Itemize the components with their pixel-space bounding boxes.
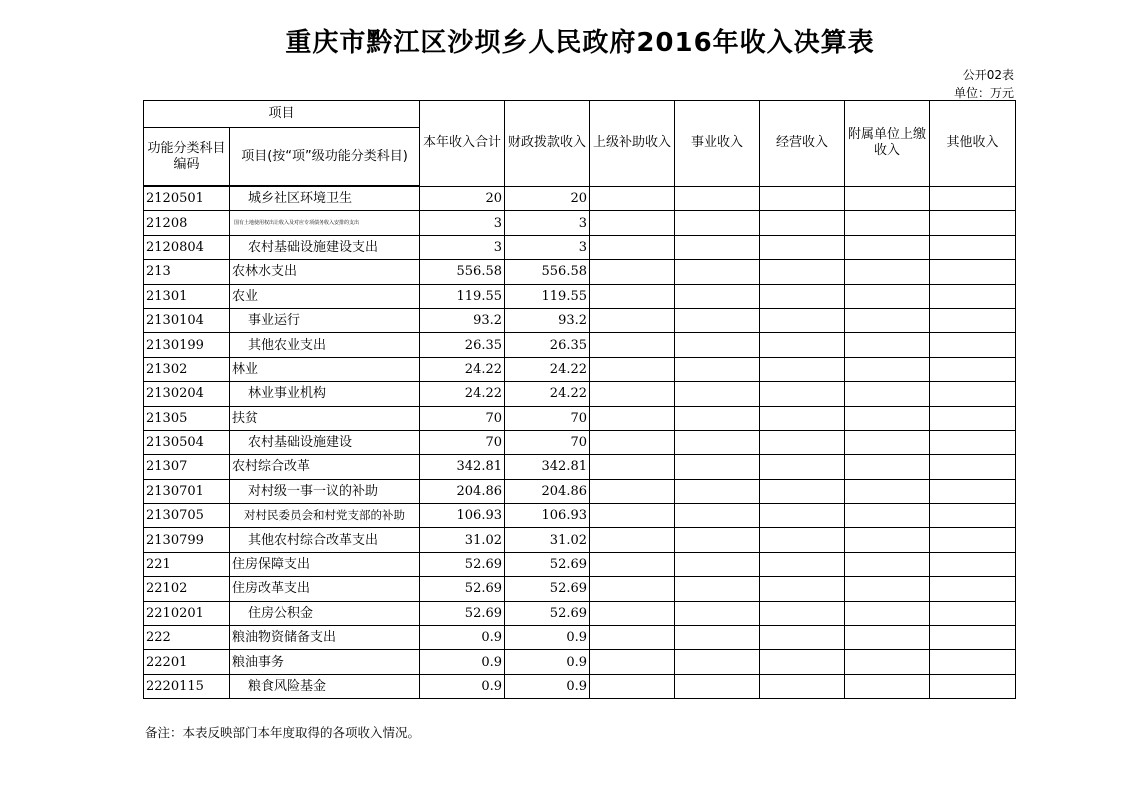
cell-fiscal: 0.9: [505, 626, 590, 650]
cell-superior: [590, 308, 675, 332]
cell-fiscal: 52.69: [505, 552, 590, 576]
table-row: [144, 455, 1016, 479]
cell-affiliated: [845, 504, 930, 528]
cell-superior: [590, 479, 675, 503]
cell-total: 52.69: [420, 552, 505, 576]
cell-superior: [590, 430, 675, 454]
cell-code: 2130799: [144, 528, 230, 552]
cell-affiliated: [845, 674, 930, 698]
cell-other: [930, 479, 1016, 503]
cell-name: 粮油事务: [230, 650, 420, 674]
cell-fiscal: 52.69: [505, 577, 590, 601]
cell-business: [675, 528, 760, 552]
table-row: [144, 504, 1016, 528]
cell-affiliated: [845, 260, 930, 284]
cell-operating: [760, 479, 845, 503]
cell-fiscal: 106.93: [505, 504, 590, 528]
cell-superior: [590, 382, 675, 406]
cell-superior: [590, 650, 675, 674]
table-row: [144, 260, 1016, 284]
cell-code: 21302: [144, 357, 230, 381]
cell-name: 农林水支出: [230, 260, 420, 284]
cell-code: 22102: [144, 577, 230, 601]
table-row: [144, 186, 1016, 211]
cell-affiliated: [845, 577, 930, 601]
table-row: [144, 308, 1016, 332]
cell-name: 住房保障支出: [230, 552, 420, 576]
cell-fiscal: 0.9: [505, 674, 590, 698]
cell-code: 2130504: [144, 430, 230, 454]
cell-superior: [590, 333, 675, 357]
cell-affiliated: [845, 528, 930, 552]
cell-business: [675, 430, 760, 454]
cell-other: [930, 674, 1016, 698]
unit-label: 单位：万元: [953, 86, 1014, 100]
cell-code: 2130701: [144, 479, 230, 503]
cell-name: 农村基础设施建设支出: [230, 235, 420, 259]
cell-superior: [590, 235, 675, 259]
cell-code: 22201: [144, 650, 230, 674]
cell-other: [930, 406, 1016, 430]
table-row: [144, 674, 1016, 698]
cell-other: [930, 382, 1016, 406]
cell-name: 国有土地使用权出让收入及对应专项债务收入安排的支出: [230, 211, 420, 235]
cell-fiscal: 31.02: [505, 528, 590, 552]
cell-superior: [590, 601, 675, 625]
cell-name: 扶贫: [230, 406, 420, 430]
cell-operating: [760, 577, 845, 601]
table-row: [144, 406, 1016, 430]
table-row: [144, 528, 1016, 552]
cell-total: 52.69: [420, 577, 505, 601]
cell-operating: [760, 528, 845, 552]
cell-name: 农村综合改革: [230, 455, 420, 479]
cell-business: [675, 260, 760, 284]
cell-code: 2130705: [144, 504, 230, 528]
cell-total: 26.35: [420, 333, 505, 357]
cell-affiliated: [845, 626, 930, 650]
cell-business: [675, 577, 760, 601]
cell-other: [930, 504, 1016, 528]
cell-code: 222: [144, 626, 230, 650]
cell-other: [930, 626, 1016, 650]
cell-fiscal: 204.86: [505, 479, 590, 503]
table-row: [144, 430, 1016, 454]
cell-superior: [590, 504, 675, 528]
cell-name: 其他农村综合改革支出: [230, 528, 420, 552]
cell-fiscal: 24.22: [505, 357, 590, 381]
cell-name: 其他农业支出: [230, 333, 420, 357]
cell-code: 2210201: [144, 601, 230, 625]
cell-name: 城乡社区环境卫生: [230, 186, 420, 211]
cell-business: [675, 504, 760, 528]
cell-total: 20: [420, 186, 505, 211]
cell-total: 52.69: [420, 601, 505, 625]
cell-operating: [760, 430, 845, 454]
cell-total: 0.9: [420, 674, 505, 698]
cell-business: [675, 455, 760, 479]
cell-code: 213: [144, 260, 230, 284]
cell-affiliated: [845, 382, 930, 406]
table-row: [144, 650, 1016, 674]
cell-business: [675, 479, 760, 503]
cell-name: 农村基础设施建设: [230, 430, 420, 454]
cell-code: 21305: [144, 406, 230, 430]
header-total: 本年收入合计: [420, 101, 505, 187]
cell-other: [930, 430, 1016, 454]
cell-total: 204.86: [420, 479, 505, 503]
cell-code: 2220115: [144, 674, 230, 698]
cell-affiliated: [845, 552, 930, 576]
cell-operating: [760, 552, 845, 576]
cell-superior: [590, 186, 675, 211]
cell-fiscal: 26.35: [505, 333, 590, 357]
cell-affiliated: [845, 186, 930, 211]
cell-fiscal: 24.22: [505, 382, 590, 406]
cell-business: [675, 235, 760, 259]
cell-business: [675, 186, 760, 211]
cell-operating: [760, 626, 845, 650]
cell-total: 70: [420, 406, 505, 430]
cell-operating: [760, 504, 845, 528]
cell-affiliated: [845, 235, 930, 259]
cell-business: [675, 552, 760, 576]
cell-fiscal: 119.55: [505, 284, 590, 308]
cell-affiliated: [845, 406, 930, 430]
cell-other: [930, 235, 1016, 259]
cell-fiscal: 52.69: [505, 601, 590, 625]
cell-affiliated: [845, 650, 930, 674]
cell-superior: [590, 674, 675, 698]
header-fiscal: 财政拨款收入: [505, 101, 590, 187]
cell-total: 93.2: [420, 308, 505, 332]
header-operating: 经营收入: [760, 101, 845, 187]
cell-other: [930, 528, 1016, 552]
cell-total: 0.9: [420, 650, 505, 674]
cell-name: 农业: [230, 284, 420, 308]
cell-fiscal: 3: [505, 235, 590, 259]
cell-code: 2130199: [144, 333, 230, 357]
cell-code: 2130104: [144, 308, 230, 332]
page-title: 重庆市黔江区沙坝乡人民政府2016年收入决算表: [285, 28, 875, 58]
cell-total: 342.81: [420, 455, 505, 479]
cell-total: 556.58: [420, 260, 505, 284]
cell-other: [930, 650, 1016, 674]
cell-affiliated: [845, 333, 930, 357]
cell-total: 24.22: [420, 382, 505, 406]
cell-superior: [590, 552, 675, 576]
cell-name: 粮油物资储备支出: [230, 626, 420, 650]
cell-business: [675, 601, 760, 625]
cell-superior: [590, 455, 675, 479]
cell-affiliated: [845, 430, 930, 454]
cell-operating: [760, 333, 845, 357]
cell-operating: [760, 382, 845, 406]
header-other: 其他收入: [930, 101, 1016, 187]
cell-name: 对村级一事一议的补助: [230, 479, 420, 503]
cell-business: [675, 406, 760, 430]
cell-superior: [590, 528, 675, 552]
cell-superior: [590, 626, 675, 650]
cell-other: [930, 260, 1016, 284]
cell-other: [930, 211, 1016, 235]
cell-total: 24.22: [420, 357, 505, 381]
cell-operating: [760, 308, 845, 332]
cell-total: 0.9: [420, 626, 505, 650]
table-row: [144, 577, 1016, 601]
cell-other: [930, 357, 1016, 381]
cell-superior: [590, 211, 675, 235]
cell-total: 31.02: [420, 528, 505, 552]
cell-code: 2130204: [144, 382, 230, 406]
cell-affiliated: [845, 284, 930, 308]
cell-affiliated: [845, 455, 930, 479]
cell-code: 21307: [144, 455, 230, 479]
cell-operating: [760, 235, 845, 259]
table-row: [144, 333, 1016, 357]
table-row: [144, 357, 1016, 381]
table-row: [144, 284, 1016, 308]
cell-superior: [590, 357, 675, 381]
cell-operating: [760, 406, 845, 430]
cell-fiscal: 0.9: [505, 650, 590, 674]
cell-total: 70: [420, 430, 505, 454]
cell-affiliated: [845, 479, 930, 503]
cell-other: [930, 308, 1016, 332]
cell-code: 21301: [144, 284, 230, 308]
form-number: 公开02表: [962, 68, 1014, 82]
header-project-name: 项目(按“项”级功能分类科目): [230, 128, 420, 187]
cell-fiscal: 556.58: [505, 260, 590, 284]
cell-operating: [760, 674, 845, 698]
cell-superior: [590, 406, 675, 430]
cell-fiscal: 20: [505, 186, 590, 211]
cell-business: [675, 626, 760, 650]
cell-business: [675, 382, 760, 406]
cell-affiliated: [845, 357, 930, 381]
cell-affiliated: [845, 308, 930, 332]
income-table: [143, 100, 1016, 699]
cell-fiscal: 70: [505, 430, 590, 454]
cell-affiliated: [845, 601, 930, 625]
cell-operating: [760, 601, 845, 625]
cell-code: 2120804: [144, 235, 230, 259]
cell-operating: [760, 211, 845, 235]
header-func-code: 功能分类科目编码: [144, 128, 230, 187]
table-row: [144, 382, 1016, 406]
cell-business: [675, 284, 760, 308]
cell-other: [930, 552, 1016, 576]
cell-name: 林业: [230, 357, 420, 381]
footnote: 备注：本表反映部门本年度取得的各项收入情况。: [145, 725, 421, 740]
table-row: [144, 601, 1016, 625]
cell-operating: [760, 260, 845, 284]
cell-other: [930, 284, 1016, 308]
cell-fiscal: 70: [505, 406, 590, 430]
cell-code: 221: [144, 552, 230, 576]
table-row: [144, 479, 1016, 503]
cell-business: [675, 211, 760, 235]
header-project: 项目: [144, 101, 420, 128]
cell-name: 事业运行: [230, 308, 420, 332]
table-row: [144, 552, 1016, 576]
table-row: [144, 626, 1016, 650]
cell-total: 3: [420, 211, 505, 235]
cell-name: 对村民委员会和村党支部的补助: [230, 504, 420, 528]
cell-operating: [760, 357, 845, 381]
cell-other: [930, 577, 1016, 601]
cell-superior: [590, 260, 675, 284]
cell-total: 3: [420, 235, 505, 259]
cell-name: 住房公积金: [230, 601, 420, 625]
cell-business: [675, 650, 760, 674]
cell-affiliated: [845, 211, 930, 235]
cell-name: 粮食风险基金: [230, 674, 420, 698]
cell-business: [675, 674, 760, 698]
cell-code: 21208: [144, 211, 230, 235]
cell-total: 119.55: [420, 284, 505, 308]
table-row: [144, 211, 1016, 235]
cell-other: [930, 455, 1016, 479]
cell-name: 林业事业机构: [230, 382, 420, 406]
cell-name: 住房改革支出: [230, 577, 420, 601]
cell-operating: [760, 284, 845, 308]
cell-operating: [760, 650, 845, 674]
table-body: [144, 186, 1016, 699]
cell-business: [675, 308, 760, 332]
cell-other: [930, 186, 1016, 211]
cell-fiscal: 3: [505, 211, 590, 235]
cell-operating: [760, 455, 845, 479]
cell-superior: [590, 577, 675, 601]
cell-code: 2120501: [144, 186, 230, 211]
cell-fiscal: 342.81: [505, 455, 590, 479]
cell-total: 106.93: [420, 504, 505, 528]
cell-other: [930, 333, 1016, 357]
cell-fiscal: 93.2: [505, 308, 590, 332]
cell-business: [675, 357, 760, 381]
header-affiliated: 附属单位上缴收入: [845, 101, 930, 187]
cell-business: [675, 333, 760, 357]
cell-superior: [590, 284, 675, 308]
header-superior: 上级补助收入: [590, 101, 675, 187]
header-business: 事业收入: [675, 101, 760, 187]
cell-operating: [760, 186, 845, 211]
cell-other: [930, 601, 1016, 625]
table-row: [144, 235, 1016, 259]
